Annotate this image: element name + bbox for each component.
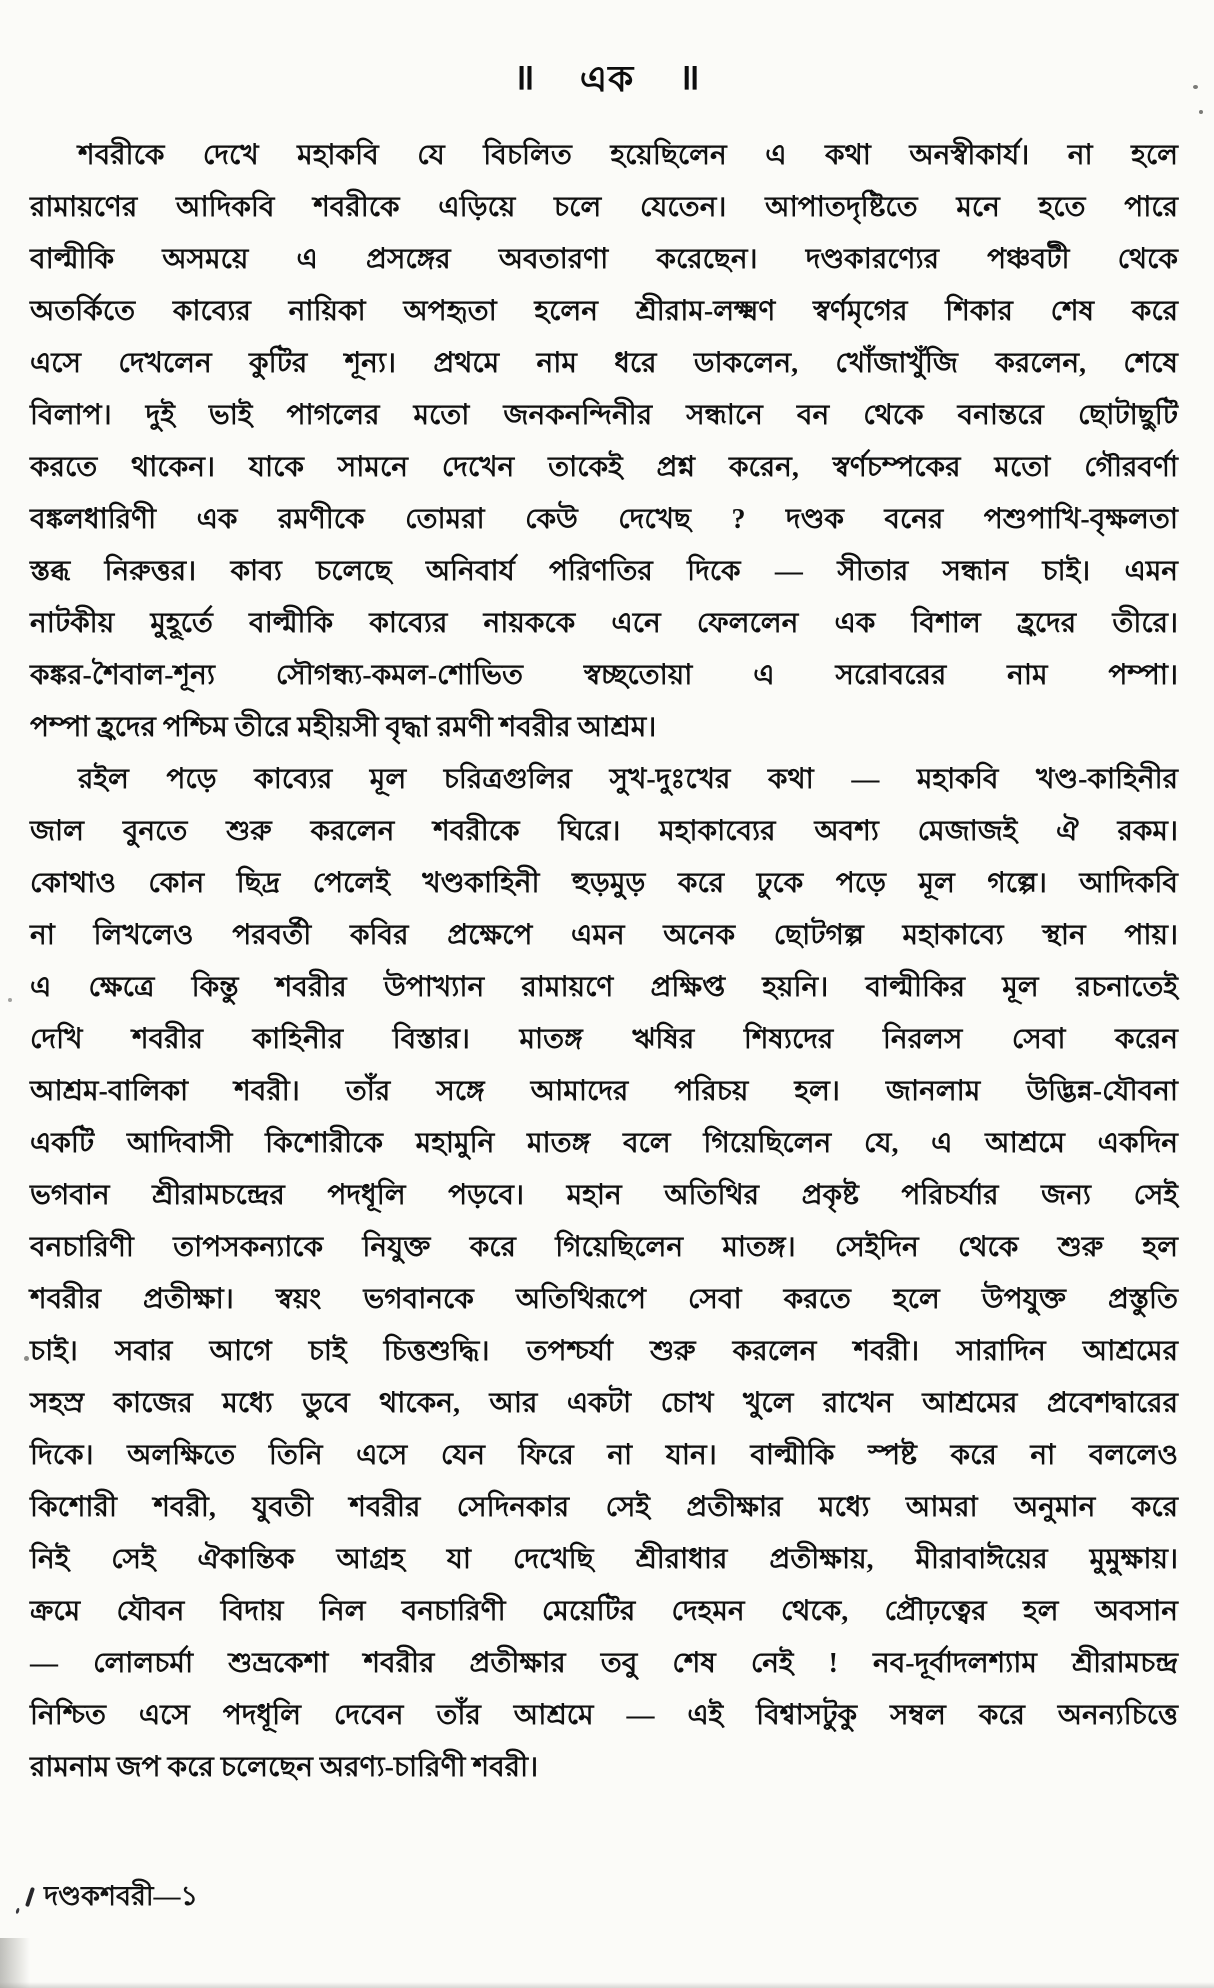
text-line: নাটকীয় মুহূর্তে বাল্মীকি কাব্যের নায়ককে এনে ফেললেন এক বিশাল হ্রদের তীরে। — [30, 608, 1178, 639]
text-line: ক্রমে যৌবন বিদায় নিল বনচারিণী মেয়েটির দেহমন থেকে, প্রৌঢ়ত্বের হল অবসান — [30, 1596, 1178, 1627]
text-line: নিই সেই ঐকান্তিক আগ্রহ যা দেখেছি শ্রীরাধার প্রতীক্ষায়, মীরাবাঈয়ের মুমুক্ষায়। — [30, 1544, 1178, 1575]
chapter-heading — [0, 0, 1214, 112]
page-edge-shadow — [0, 1938, 30, 1988]
text-line: কিশোরী শবরী, যুবতী শবরীর সেদিনকার সেই প্রতীক্ষার মধ্যে আমরা অনুমান করে — [30, 1492, 1178, 1523]
text-line: এসে দেখলেন কুটির শূন্য। প্রথমে নাম ধরে ডাকলেন, খোঁজাখুঁজি করলেন, শেষে — [30, 348, 1178, 379]
body-text — [30, 130, 1178, 1794]
scan-speck — [1199, 110, 1203, 114]
text-line: বাল্মীকি অসময়ে এ প্রসঙ্গের অবতারণা করেছেন। দণ্ডকারণ্যের পঞ্চবটী থেকে — [30, 244, 1178, 275]
text-line: দেখি শবরীর কাহিনীর বিস্তার। মাতঙ্গ ঋষির শিষ্যদের নিরলস সেবা করেন — [30, 1024, 1178, 1055]
chapter-title: এক — [579, 59, 635, 99]
text-line: চাই। সবার আগে চাই চিত্তশুদ্ধি। তপশ্চর্যা শুরু করলেন শবরী। সারাদিন আশ্রমের — [30, 1336, 1178, 1367]
text-line: আশ্রম-বালিকা শবরী। তাঁর সঙ্গে আমাদের পরিচয় হল। জানলাম উদ্ভিন্ন-যৌবনা — [30, 1076, 1178, 1107]
text-line: বিলাপ। দুই ভাই পাগলের মতো জনকনন্দিনীর সন্ধানে বন থেকে বনান্তরে ছোটাছুটি — [30, 400, 1178, 431]
text-line: জাল বুনতে শুরু করলেন শবরীকে ঘিরে। মহাকাব্যের অবশ্য মেজাজই ঐ রকম। — [30, 816, 1178, 847]
text-line: — লোলচর্মা শুভ্রকেশা শবরীর প্রতীক্ষার তবু শেষ নেই ! নব-দূর্বাদলশ্যাম শ্রীরামচন্দ্র — [30, 1648, 1178, 1679]
text-line: এ ক্ষেত্রে কিন্তু শবরীর উপাখ্যান রামায়ণে প্রক্ষিপ্ত হয়নি। বাল্মীকির মূল রচনাতেই — [30, 972, 1178, 1003]
page-edge-shadow — [0, 1982, 1214, 1988]
text-line: একটি আদিবাসী কিশোরীকে মহামুনি মাতঙ্গ বলে গিয়েছিলেন যে, এ আশ্রমে একদিন — [30, 1128, 1178, 1159]
text-line: নিশ্চিত এসে পদধূলি দেবেন তাঁর আশ্রমে — এই বিশ্বাসটুকু সম্বল করে অনন্যচিত্তে — [30, 1700, 1178, 1731]
text-line: বনচারিণী তাপসকন্যাকে নিযুক্ত করে গিয়েছিলেন মাতঙ্গ। সেইদিন থেকে শুরু হল — [30, 1232, 1178, 1263]
text-line: পম্পা হ্রদের পশ্চিম তীরে মহীয়সী বৃদ্ধা রমণী শবরীর আশ্রম। — [30, 712, 657, 743]
footer — [28, 1876, 198, 1921]
double-danda-open: ॥ — [513, 57, 536, 97]
text-line: কোথাও কোন ছিদ্র পেলেই খণ্ডকাহিনী হুড়মুড় করে ঢুকে পড়ে মূল গল্পে। আদিকবি — [30, 868, 1178, 899]
text-line: রইল পড়ে কাব্যের মূল চরিত্রগুলির সুখ-দুঃখের কথা — মহাকবি খণ্ড-কাহিনীর — [78, 764, 1178, 795]
text-line: স্তব্ধ নিরুত্তর। কাব্য চলেছে অনিবার্য পরিণতির দিকে — সীতার সন্ধান চাই। এমন — [30, 556, 1178, 587]
footer-signature: দণ্ডকশবরী—১ — [44, 1881, 199, 1911]
text-line: কঙ্কর-শৈবাল-শূন্য সৌগন্ধ্য-কমল-শোভিত স্বচ্ছতোয়া এ সরোবরের নাম পম্পা। — [30, 660, 1178, 691]
text-line: শবরীর প্রতীক্ষা। স্বয়ং ভগবানকে অতিথিরূপে সেবা করতে হলে উপযুক্ত প্রস্তুতি — [30, 1284, 1178, 1315]
text-line: ভগবান শ্রীরামচন্দ্রের পদধূলি পড়বে। মহান অতিথির প্রকৃষ্ট পরিচর্যার জন্য সেই — [30, 1180, 1178, 1211]
scan-speck — [8, 998, 12, 1002]
scan-speck — [1193, 85, 1198, 89]
text-line: করতে থাকেন। যাকে সামনে দেখেন তাকেই প্রশ্ন করেন, স্বর্ণচম্পকের মতো গৌরবর্ণা — [30, 452, 1178, 483]
double-danda-close: ॥ — [678, 57, 701, 97]
text-line: রামায়ণের আদিকবি শবরীকে এড়িয়ে চলে যেতেন। আপাতদৃষ্টিতে মনে হতে পারে — [30, 192, 1178, 223]
text-line: সহস্র কাজের মধ্যে ডুবে থাকেন, আর একটা চোখ খুলে রাখেন আশ্রমের প্রবেশদ্বারের — [30, 1388, 1178, 1419]
text-line: শবরীকে দেখে মহাকবি যে বিচলিত হয়েছিলেন এ কথা অনস্বীকার্য। না হলে — [78, 140, 1178, 171]
text-line: রামনাম জপ করে চলেছেন অরণ্য-চারিণী শবরী। — [30, 1752, 539, 1783]
paragraph-1 — [30, 130, 1178, 754]
scan-speck — [24, 1356, 29, 1361]
text-line: দিকে। অলক্ষিতে তিনি এসে যেন ফিরে না যান। বাল্মীকি স্পষ্ট করে না বললেও — [30, 1440, 1178, 1471]
text-line: না লিখলেও পরবর্তী কবির প্রক্ষেপে এমন অনেক ছোটগল্প মহাকাব্যে স্থান পায়। — [30, 920, 1178, 951]
paragraph-2 — [30, 754, 1178, 1794]
ink-mark — [25, 1886, 35, 1906]
text-line: অতর্কিতে কাব্যের নায়িকা অপহৃতা হলেন শ্রীরাম-লক্ষ্মণ স্বর্ণমৃগের শিকার শেষ করে — [30, 296, 1178, 327]
text-line: বঙ্কলধারিণী এক রমণীকে তোমরা কেউ দেখেছ ? দণ্ডক বনের পশুপাখি-বৃক্ষলতা — [30, 504, 1178, 535]
